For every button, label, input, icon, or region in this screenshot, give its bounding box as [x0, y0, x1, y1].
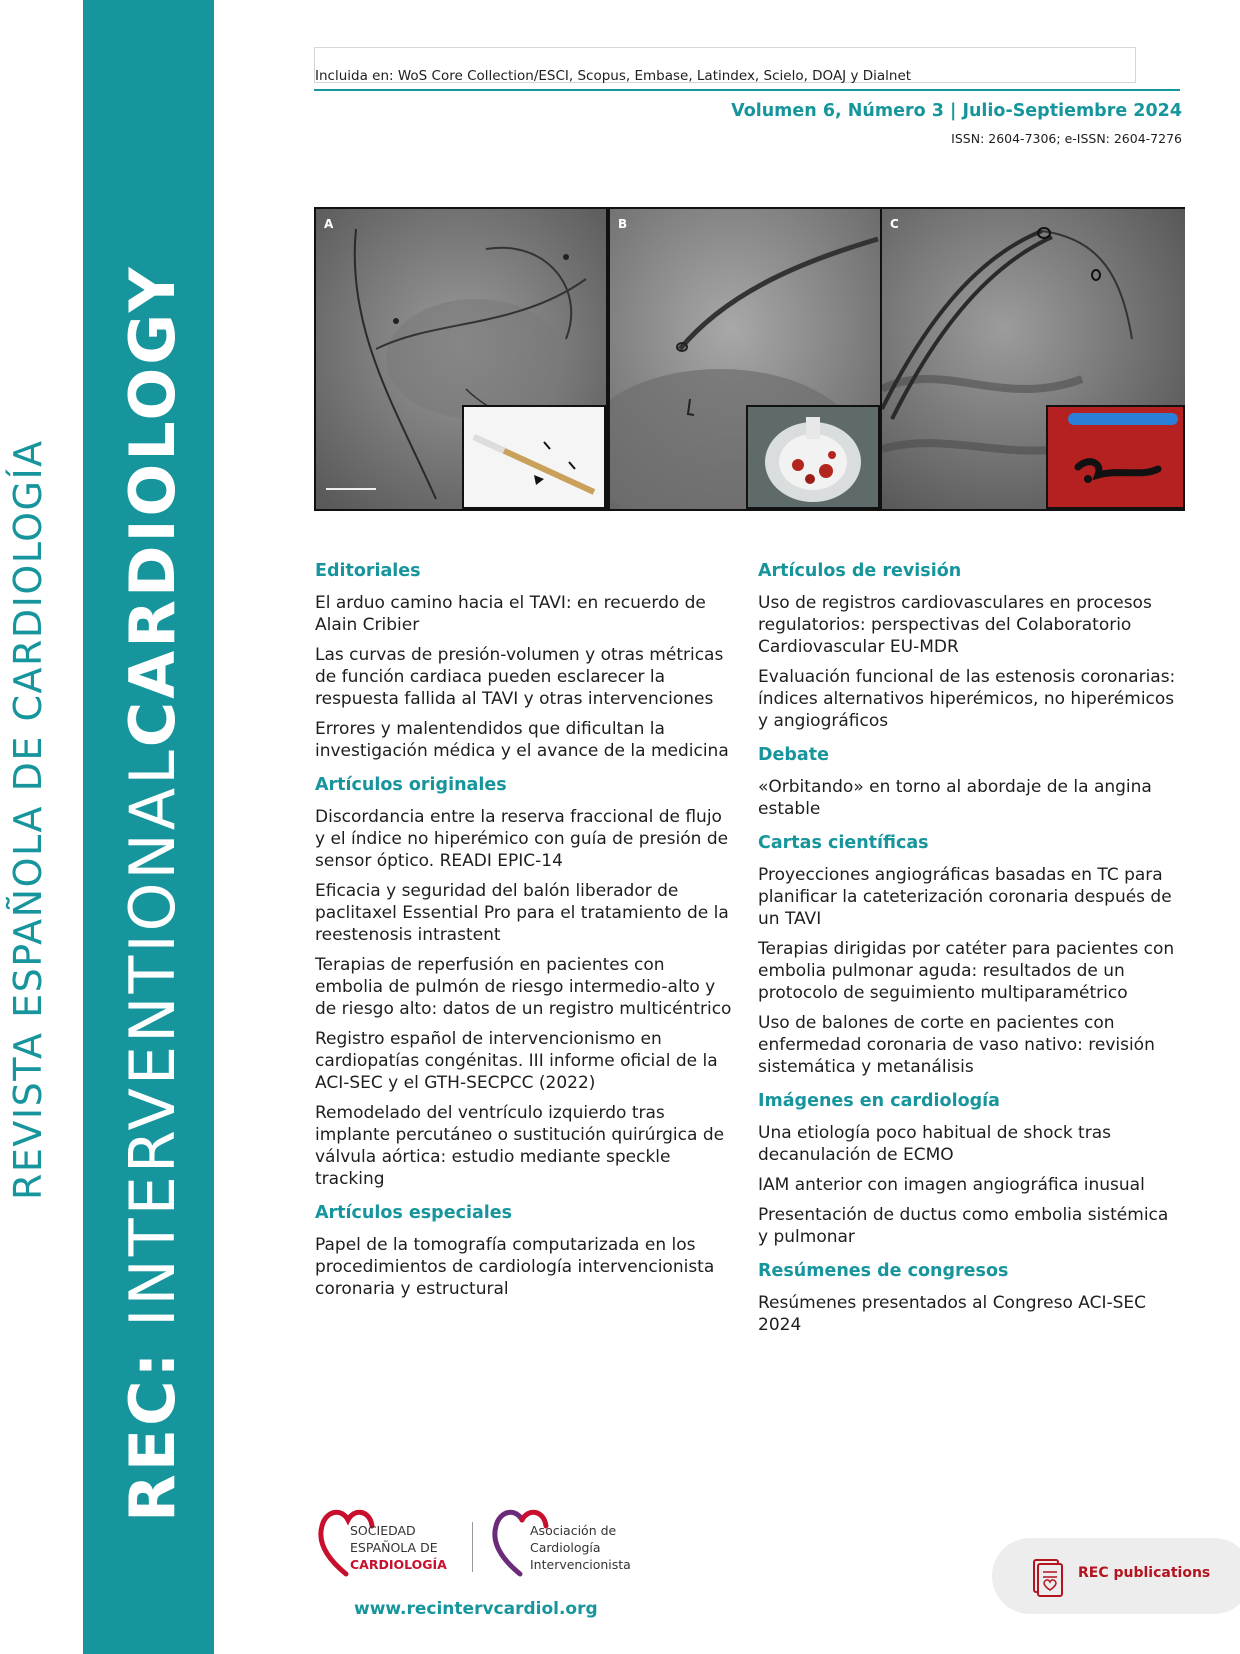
section-title: Resúmenes de congresos [758, 1261, 1009, 1281]
article-link[interactable]: Proyecciones angiográficas basadas en TC para planificar la cateterización coronaria después de un TAVI [758, 865, 1172, 929]
journal-title-vertical [116, 264, 236, 1622]
article-link[interactable]: Discordancia entre la reserva fraccional de flujo y el índice no hiperémico con guía de presión de sensor óptico. READI EPIC-14 [315, 807, 729, 871]
journal-title-word2: CARDIOLOGY [116, 264, 189, 748]
indexed-in-text: Incluida en: WoS Core Collection/ESCI, Scopus, Embase, Latindex, Scielo, DOAJ y Dialnet [315, 68, 912, 84]
sec-logo[interactable] [316, 1500, 476, 1580]
section-title: Editoriales [315, 561, 421, 581]
article-link[interactable]: Resúmenes presentados al Congreso ACI-SEC 2024 [758, 1293, 1147, 1335]
article-link[interactable]: Evaluación funcional de las estenosis coronarias: índices alternativos hiperémicos, no hiperémicos y angiográficos [758, 667, 1176, 731]
header-rule [314, 89, 1180, 91]
article-link[interactable]: Uso de registros cardiovasculares en procesos regulatorios: perspectivas del Colaboratorio Cardiovascular EU-MDR [758, 593, 1152, 657]
document-icon [1030, 1556, 1066, 1604]
section-articulos-especiales [315, 1202, 735, 1300]
rec-publications-label[interactable]: REC publications [1078, 1565, 1211, 1581]
panel-c-inset [1046, 405, 1185, 509]
article-link[interactable]: El arduo camino hacia el TAVI: en recuerdo de Alain Cribier [315, 593, 706, 635]
website-link[interactable]: www.recintervcardiol.org [354, 1599, 598, 1619]
panel-c-label: C [890, 217, 899, 231]
section-editoriales [315, 560, 735, 762]
figure-panel-a [316, 209, 606, 509]
journal-title-prefix: REC: [116, 1349, 189, 1522]
footer-divider [472, 1522, 473, 1572]
section-articulos-revision [758, 560, 1178, 732]
panel-b-label: B [618, 217, 628, 231]
section-title: Artículos de revisión [758, 561, 962, 581]
article-link[interactable]: Terapias dirigidas por catéter para pacientes con embolia pulmonar aguda: resultados de un protocolo de seguimiento multiparamétrico [758, 939, 1175, 1003]
panel-a-label: A [324, 217, 334, 231]
article-link[interactable]: Papel de la tomografía computarizada en los procedimientos de cardiología intervencionista coronaria y estructural [315, 1235, 715, 1299]
journal-title-word1: INTERVENTIONAL [116, 747, 189, 1327]
aci-line2: Cardiología [530, 1540, 601, 1555]
section-cartas-cientificas [758, 832, 1178, 1078]
article-link[interactable]: Registro español de intervencionismo en cardiopatías congénitas. III informe oficial de la ACI-SEC y el GTH-SECPCC (2022) [315, 1029, 718, 1093]
figure-panel-c [880, 209, 1185, 509]
section-imagenes-cardiologia [758, 1090, 1178, 1248]
volume-issue: Volumen 6, Número 3 | Julio-Septiembre 2024 [731, 101, 1182, 121]
article-link[interactable]: «Orbitando» en torno al abordaje de la angina estable [758, 777, 1152, 819]
section-debate [758, 744, 1178, 820]
article-link[interactable]: Eficacia y seguridad del balón liberador de paclitaxel Essential Pro para el tratamiento de la reestenosis intrastent [315, 881, 729, 945]
figure-panel-b [608, 209, 880, 509]
journal-subtitle-vertical [6, 439, 86, 1280]
section-title: Imágenes en cardiología [758, 1091, 1000, 1111]
article-link[interactable]: Remodelado del ventrículo izquierdo tras implante percutáneo o sustitución quirúrgica de válvula aórtica: estudio mediante speckle tracking [315, 1103, 725, 1189]
aci-line1: Asociación de [530, 1523, 617, 1538]
sec-line3: CARDIOLOGÍA [350, 1557, 447, 1572]
article-link[interactable]: Una etiología poco habitual de shock tras decanulación de ECMO [758, 1123, 1111, 1165]
section-title: Artículos especiales [315, 1203, 513, 1223]
aci-logo[interactable] [490, 1500, 670, 1580]
journal-subtitle: REVISTA ESPAÑOLA DE CARDIOLOGÍA [6, 439, 50, 1200]
contents-left-column [315, 560, 735, 1308]
article-link[interactable]: Las curvas de presión-volumen y otras métricas de función cardiaca pueden esclarecer la respuesta fallida al TAVI y otras intervenciones [315, 645, 724, 709]
aci-line3: Intervencionista [530, 1557, 631, 1572]
panel-b-inset [746, 405, 880, 509]
section-resumenes-congresos [758, 1260, 1178, 1336]
cover-figure [314, 207, 1185, 511]
sec-line2: ESPAÑOLA DE [350, 1540, 438, 1555]
section-title: Debate [758, 745, 829, 765]
article-link[interactable]: Terapias de reperfusión en pacientes con embolia de pulmón de riesgo intermedio-alto y de riesgo alto: datos de un registro multicéntrico [315, 955, 732, 1019]
contents-right-column [758, 560, 1178, 1344]
sec-line1: SOCIEDAD [350, 1523, 416, 1538]
section-title: Artículos originales [315, 775, 507, 795]
section-title: Cartas científicas [758, 833, 929, 853]
panel-a-inset [462, 405, 606, 509]
article-link[interactable]: Uso de balones de corte en pacientes con enfermedad coronaria de vaso nativo: revisión sistemática y metanálisis [758, 1013, 1155, 1077]
article-link[interactable]: Errores y malentendidos que dificultan la investigación médica y el avance de la medicina [315, 719, 729, 761]
issn: ISSN: 2604-7306; e-ISSN: 2604-7276 [951, 131, 1182, 146]
article-link[interactable]: Presentación de ductus como embolia sistémica y pulmonar [758, 1205, 1169, 1247]
section-articulos-originales [315, 774, 735, 1190]
article-link[interactable]: IAM anterior con imagen angiográfica inusual [758, 1175, 1145, 1195]
